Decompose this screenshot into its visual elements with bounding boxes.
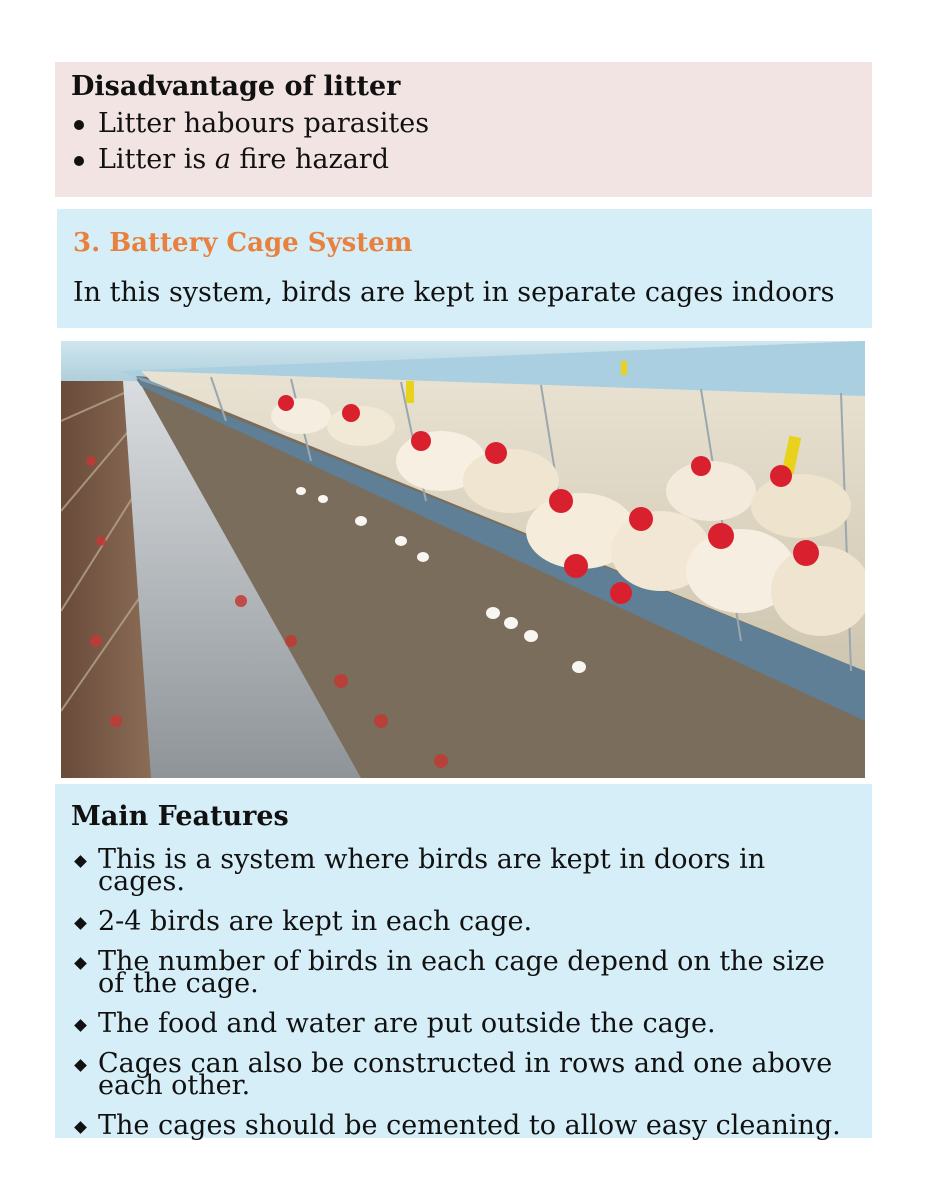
section-title: 3. Battery Cage System — [73, 228, 413, 258]
list-item-text: The number of birds in each cage depend on the size of the cage. — [98, 946, 825, 999]
bullet-icon — [74, 120, 84, 130]
list-item-text: Litter habours parasites — [98, 108, 430, 139]
diamond-bullet-icon — [74, 957, 87, 970]
features-list — [71, 840, 856, 1146]
diamond-bullet-icon — [74, 1121, 87, 1134]
disadvantage-list — [71, 106, 856, 178]
list-item-text: The cages should be cemented to allow easy cleaning. — [98, 1110, 841, 1141]
battery-cage-photo-icon — [61, 341, 865, 778]
diamond-bullet-icon — [74, 855, 87, 868]
list-item — [71, 1004, 856, 1044]
list-item-text-italic: a — [214, 144, 231, 175]
list-item-text: 2-4 birds are kept in each cage. — [98, 906, 533, 937]
disadvantage-title: Disadvantage of litter — [71, 71, 401, 102]
list-item — [71, 902, 856, 942]
diamond-bullet-icon — [74, 1059, 87, 1072]
list-item-text: Cages can also be constructed in rows and one above each other. — [98, 1048, 833, 1101]
features-title: Main Features — [71, 801, 289, 832]
bullet-icon — [74, 156, 84, 166]
list-item — [71, 942, 856, 1004]
disadvantage-box — [55, 62, 872, 197]
main-features-box — [55, 784, 872, 1141]
section-intro: In this system, birds are kept in separate cages indoors — [73, 277, 835, 308]
battery-cage-box — [57, 209, 872, 328]
battery-cage-photo — [61, 341, 865, 778]
diamond-bullet-icon — [74, 917, 87, 930]
list-item — [71, 106, 856, 142]
list-item-text-post: fire hazard — [230, 144, 389, 175]
list-item-text: The food and water are put outside the cage. — [98, 1008, 716, 1039]
diamond-bullet-icon — [74, 1019, 87, 1032]
list-item — [71, 1106, 856, 1146]
list-item — [71, 1044, 856, 1106]
list-item-text: This is a system where birds are kept in doors in cages. — [98, 844, 766, 897]
list-item — [71, 142, 856, 178]
list-item-text-pre: Litter is — [98, 144, 215, 175]
list-item — [71, 840, 856, 902]
